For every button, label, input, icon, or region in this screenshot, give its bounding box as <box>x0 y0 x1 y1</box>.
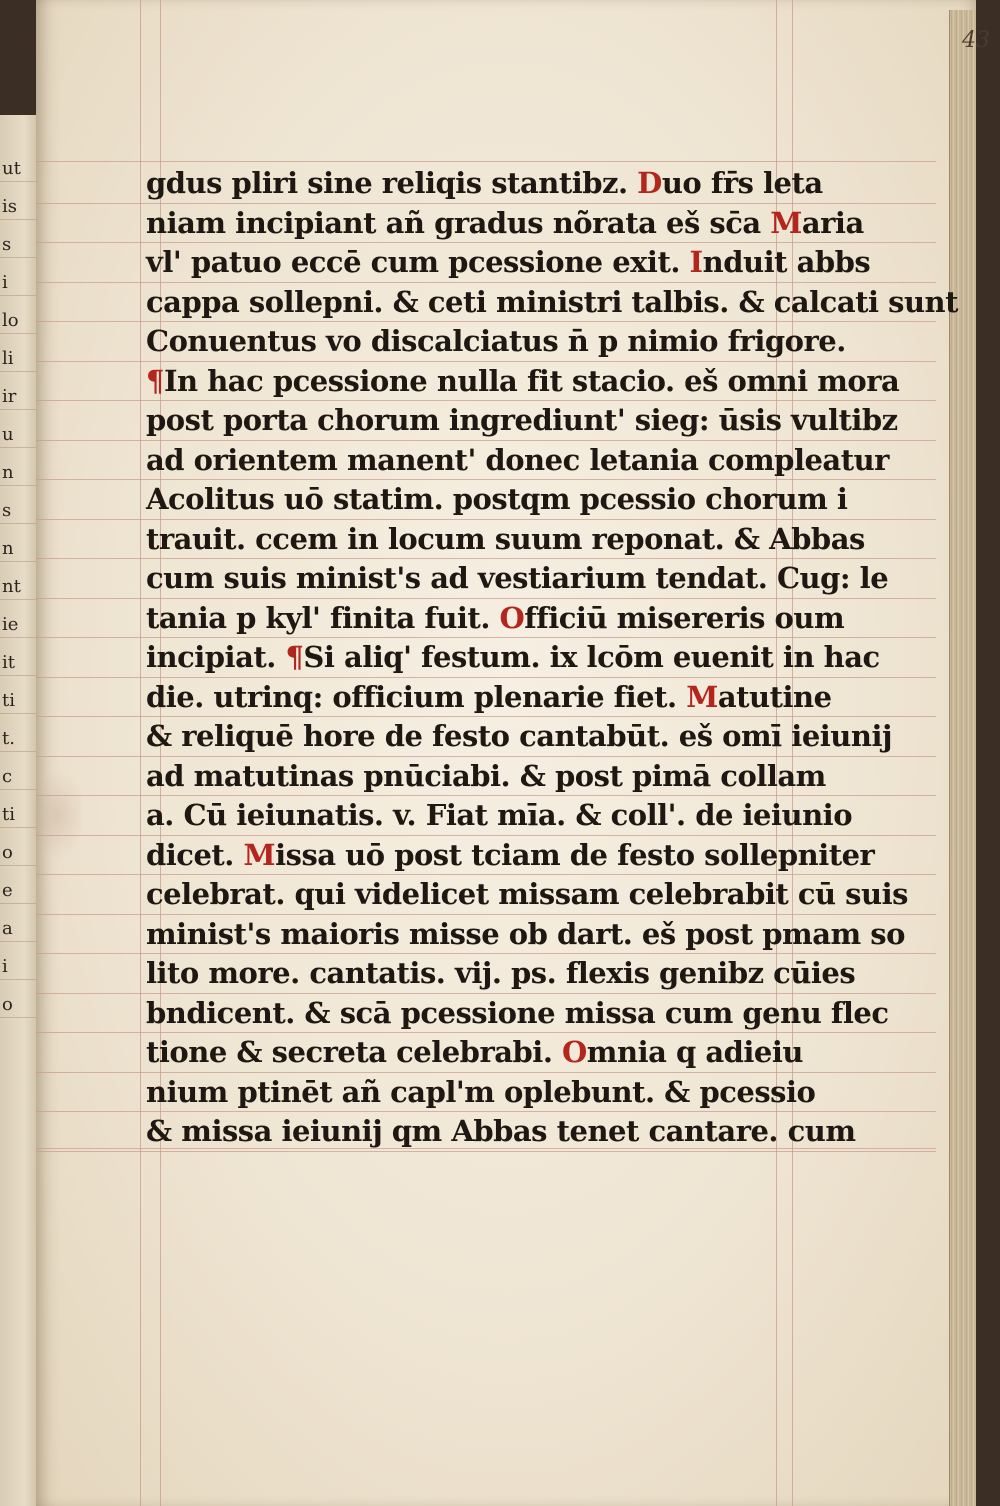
manuscript-line <box>146 716 892 756</box>
ruling-horizontal <box>36 835 936 836</box>
manuscript-line <box>146 242 871 282</box>
ruling-horizontal <box>36 1072 936 1073</box>
line-text: nium ptinēt añ capl'm oplebunt. & pcessio <box>146 1074 816 1109</box>
ruling-horizontal <box>36 637 936 638</box>
ruling-horizontal <box>36 874 936 875</box>
rubric-initial: M <box>770 205 802 240</box>
manuscript-line <box>146 440 889 480</box>
manuscript-line <box>146 1111 856 1151</box>
ruling-horizontal <box>36 756 936 757</box>
ruling-horizontal <box>36 203 936 204</box>
line-text: dicet. <box>146 837 244 872</box>
facing-page-fragment: o <box>2 994 13 1015</box>
manuscript-line <box>146 361 900 401</box>
line-text: aria <box>801 205 864 240</box>
facing-page-fragment: ut <box>2 158 21 179</box>
ruling-horizontal <box>36 598 936 599</box>
rubric-initial: O <box>499 600 525 635</box>
manuscript-line <box>146 677 832 717</box>
facing-page-fragment: c <box>2 766 13 787</box>
ruling-horizontal <box>36 479 936 480</box>
ruling-horizontal <box>36 361 936 362</box>
ruling-horizontal <box>36 242 936 243</box>
manuscript-line <box>146 953 856 993</box>
line-text: In hac pcessione nulla fit stacio. eš omni mora <box>163 363 900 398</box>
line-text: cum suis minist's ad vestiarium tendat. Cug: le <box>146 561 889 595</box>
line-text: Si aliq' festum. ix lcōm euenit in hac <box>303 640 880 674</box>
line-text: tione & secreta celebrabi. <box>146 1035 563 1069</box>
manuscript-line <box>146 282 959 322</box>
line-text: lito more. cantatis. vij. ps. flexis genibz cūies <box>146 956 856 990</box>
facing-page-fragment: ir <box>2 386 17 407</box>
rubric-initial: D <box>637 166 662 200</box>
ruling-horizontal <box>36 1151 936 1152</box>
line-text: Conuentus vo discalciatus n̄ p nimio frigore. <box>146 324 846 358</box>
line-text: niam incipiant añ gradus nõrata eš sc̄a <box>146 205 771 240</box>
rubric-initial: I <box>689 245 703 279</box>
line-text: tania p kyl' finita fuit. <box>146 600 500 635</box>
rubric-initial: M <box>243 837 276 872</box>
manuscript-line <box>146 321 846 361</box>
folio-number: 43 <box>962 28 990 53</box>
facing-page-fragment: i <box>2 956 8 977</box>
line-text: & missa ieiunij qm Abbas tenet cantare. cum <box>146 1114 856 1148</box>
facing-page-fragment: ti <box>2 804 15 825</box>
ruling-horizontal <box>36 321 936 322</box>
line-text: nduit abbs <box>702 245 871 279</box>
manuscript-line <box>146 637 880 677</box>
ruling-horizontal <box>36 400 936 401</box>
rubric-initial: ¶ <box>146 363 164 398</box>
facing-page-fragment: li <box>2 348 14 369</box>
line-text: fficiū misereris oum <box>524 600 845 635</box>
manuscript-line <box>146 993 889 1033</box>
manuscript-line <box>146 598 845 638</box>
manuscript-line <box>146 163 823 203</box>
line-text: a. Cū ieiunatis. v. Fiat mīa. & coll'. de ieiunio <box>146 798 853 832</box>
ruling-horizontal <box>36 677 936 678</box>
manuscript-line <box>146 479 848 519</box>
manuscript-line <box>146 400 898 440</box>
line-text: atutine <box>717 679 832 714</box>
facing-page-fragment: n <box>2 538 14 559</box>
line-text: cappa sollepni. & ceti ministri talbis. & calcati sunt <box>146 284 959 319</box>
ruling-horizontal <box>36 1032 936 1033</box>
rubric-initial: O <box>562 1035 587 1069</box>
facing-page-fragment: i <box>2 272 8 293</box>
ruling-horizontal <box>36 558 936 559</box>
manuscript-line <box>146 835 875 875</box>
line-text: incipiat. <box>146 640 286 674</box>
line-text: & reliquē hore de festo cantabūt. eš omī ieiunij <box>146 719 892 753</box>
facing-page-fragment: nt <box>2 576 21 597</box>
line-text: gdus pliri sine reliqis stantibz. <box>146 166 638 200</box>
facing-page-fragment: it <box>2 652 15 673</box>
line-text: trauit. ccem in locum suum reponat. & Abbas <box>146 521 865 556</box>
facing-page-fragment: is <box>2 196 17 217</box>
ruling-horizontal <box>36 716 936 717</box>
line-text: minist's maioris misse ob dart. eš post pmam so <box>146 916 905 951</box>
manuscript-line <box>146 795 853 835</box>
ruling-horizontal <box>36 795 936 796</box>
manuscript-line <box>146 914 905 954</box>
facing-page-fragment: s <box>2 500 12 521</box>
line-text: bndicent. & scā pcessione missa cum genu flec <box>146 995 889 1030</box>
facing-page-fragment: e <box>2 880 13 901</box>
facing-page-fragment: n <box>2 462 14 483</box>
facing-page-fragment: u <box>2 424 14 445</box>
manuscript-line <box>146 1072 816 1112</box>
facing-page-fragment: ti <box>2 690 15 711</box>
ruling-horizontal <box>36 440 936 441</box>
facing-page-fragment: t. <box>2 728 15 749</box>
line-text: Acolitus uō statim. postqm pcessio chorum i <box>146 482 848 516</box>
line-text: uo fr̄s leta <box>661 166 823 200</box>
facing-page-fragment: s <box>2 234 12 255</box>
manuscript-line <box>146 558 889 598</box>
line-text: die. utrinq: officium plenarie fiet. <box>146 679 687 714</box>
manuscript-line <box>146 756 826 796</box>
facing-page-fragment: lo <box>2 310 19 331</box>
facing-page-fragment: o <box>2 842 13 863</box>
rubric-initial: ¶ <box>285 640 304 674</box>
ruling-horizontal <box>36 953 936 954</box>
ruling-horizontal <box>36 993 936 994</box>
ruling-horizontal <box>36 282 936 283</box>
manuscript-line <box>146 519 865 559</box>
line-text: issa uō post tciam de festo sollepniter <box>275 837 875 872</box>
line-text: vl' patuo eccē cum pcessione exit. <box>146 245 690 279</box>
ruling-horizontal <box>36 914 936 915</box>
ruling-horizontal <box>36 1111 936 1112</box>
line-text: ad matutinas pnūciabi. & post pimā collam <box>146 758 826 793</box>
manuscript-line <box>146 1032 803 1072</box>
facing-page-fragment: a <box>2 918 13 939</box>
rubric-initial: M <box>686 679 718 714</box>
manuscript-line <box>146 203 864 243</box>
line-text: ad orientem manent' donec letania compleatur <box>146 442 889 477</box>
manuscript-line <box>146 874 908 914</box>
facing-page-fragment: ie <box>2 614 19 635</box>
line-text: mnia q adieiu <box>586 1035 803 1069</box>
line-text: celebrat. qui videlicet missam celebrabit cū suis <box>146 877 908 911</box>
ruling-horizontal <box>36 519 936 520</box>
line-text: post porta chorum ingrediunt' sieg: ūsis vultibz <box>146 403 898 437</box>
